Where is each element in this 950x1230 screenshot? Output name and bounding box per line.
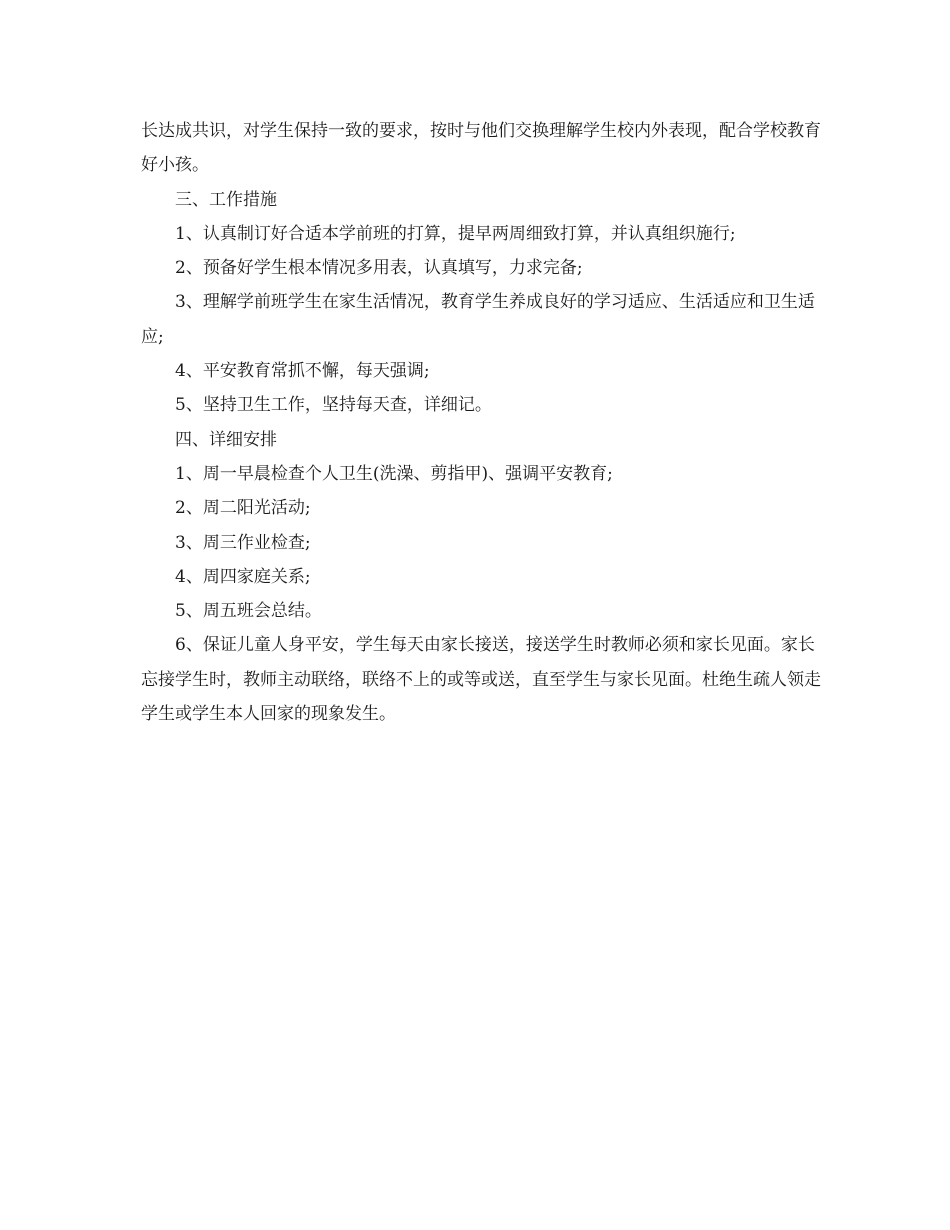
schedule-item-6: 6、保证儿童人身平安，学生每天由家长接送，接送学生时教师必须和家长见面。家长忘接学生时，教师主动联络，联络不上的或等或送，直至学生与家长见面。杜绝生疏人领走学生或学生本人回家的现象发生。 (141, 635, 821, 725)
measure-item-3: 3、理解学前班学生在家生活情况，教育学生养成良好的学习适应、生活适应和卫生适应; (141, 292, 815, 347)
section-heading-detailed-schedule: 四、详细安排 (175, 429, 277, 450)
measure-item-1: 1、认真制订好合适本学前班的打算，提早两周细致打算，并认真组织施行; (175, 223, 736, 244)
schedule-item-4: 4、周四家庭关系; (175, 566, 311, 587)
measure-item-5: 5、坚持卫生工作，坚持每天查，详细记。 (175, 395, 492, 416)
document-body (141, 114, 831, 731)
measure-item-4: 4、平安教育常抓不懈，每天强调; (175, 361, 430, 382)
section-heading-work-measures: 三、工作措施 (175, 189, 277, 210)
schedule-item-1: 1、周一早晨检查个人卫生(洗澡、剪指甲)、强调平安教育; (175, 463, 613, 484)
schedule-item-5: 5、周五班会总结。 (175, 601, 322, 622)
schedule-item-3: 3、周三作业检查; (175, 532, 311, 553)
schedule-item-2: 2、周二阳光活动; (175, 498, 311, 519)
paragraph-continuation: 长达成共识，对学生保持一致的要求，按时与他们交换理解学生校内外表现，配合学校教育好小孩。 (141, 121, 821, 176)
measure-item-2: 2、预备好学生根本情况多用表，认真填写，力求完备; (175, 258, 583, 279)
